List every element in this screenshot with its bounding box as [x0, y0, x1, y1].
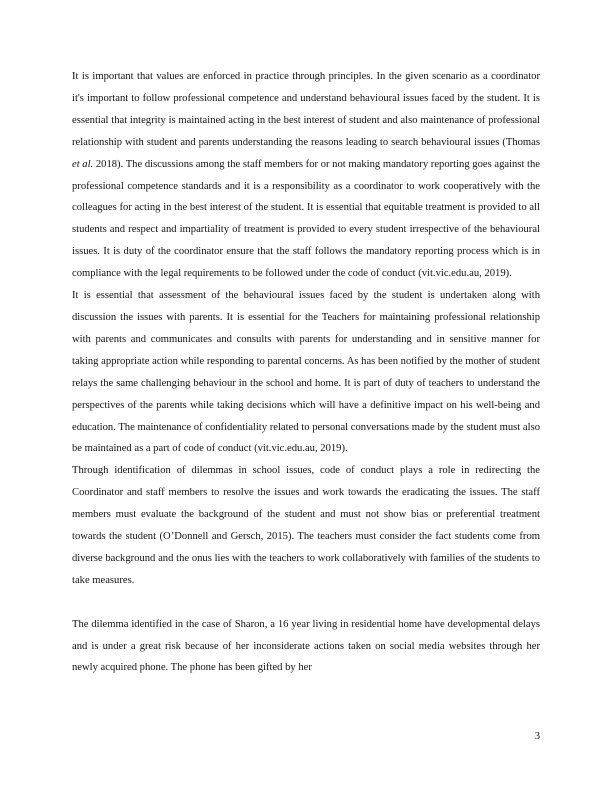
- page-number: 3: [534, 731, 540, 742]
- paragraph-assessment-parents: It is essential that assessment of the behavioural issues faced by the student is undertaken along with discussion the issues with parents. It is essential for the Teachers for maintaining professional relationship with parents and communicates and consults with parents for understanding and in sensitive manner for taking appropriate action while responding to parental concerns. As has been notified by the mother of student relays the same challenging behaviour in the school and home. It is part of duty of teachers to understand the perspectives of the parents while taking decisions which will have a definitive impact on his well-being and education. The maintenance of confidentiality related to personal conversations made by the student must also be maintained as a part of code of conduct (vit.vic.edu.au, 2019).: [72, 290, 540, 455]
- document-body: [72, 66, 540, 679]
- paragraph-1-text-end: 2018). The discussions among the staff members for or not making mandatory reporting goes against the professional competence standards and it is a responsibility as a coordinator to work cooperatively with the colleagues for acting in the best interest of the student. It is essential that equitable treatment is provided to all students and respect and impartiality of treatment is provided to every student irrespective of the behavioural issues. It is duty of the coordinator ensure that the staff follows the mandatory reporting process which is in compliance with the legal requirements to be followed under the code of conduct (vit.vic.edu.au, 2019).: [72, 158, 540, 280]
- paragraph-dilemmas-code-of-conduct: Through identification of dilemmas in school issues, code of conduct plays a role in redirecting the Coordinator and staff members to resolve the issues and work towards the eradicating the issues. The staff members must evaluate the background of the student and must not show bias or preferential treatment towards the student (O’Donnell and Gersch, 2015). The teachers must consider the fact students come from diverse background and the onus lies with the teachers to work collaboratively with families of the students to take measures.: [72, 465, 540, 586]
- paragraph-sharon-case: The dilemma identified in the case of Sharon, a 16 year living in residential home have developmental delays and is under a great risk because of her inconsiderate actions taken on social media websites through her newly acquired phone. The phone has been gifted by her: [72, 618, 540, 674]
- citation-et-al: et al.: [72, 158, 94, 170]
- paragraph-values-principles: [72, 66, 540, 285]
- paragraph-1-text-start: It is important that values are enforced in practice through principles. In the given scenario as a coordinator it's important to follow professional competence and understand behavioural issues faced by the student. It is essential that integrity is maintained acting in the best interest of student and also maintenance of professional relationship with student and parents understanding the reasons leading to search behavioural issues (Thomas: [72, 71, 540, 148]
